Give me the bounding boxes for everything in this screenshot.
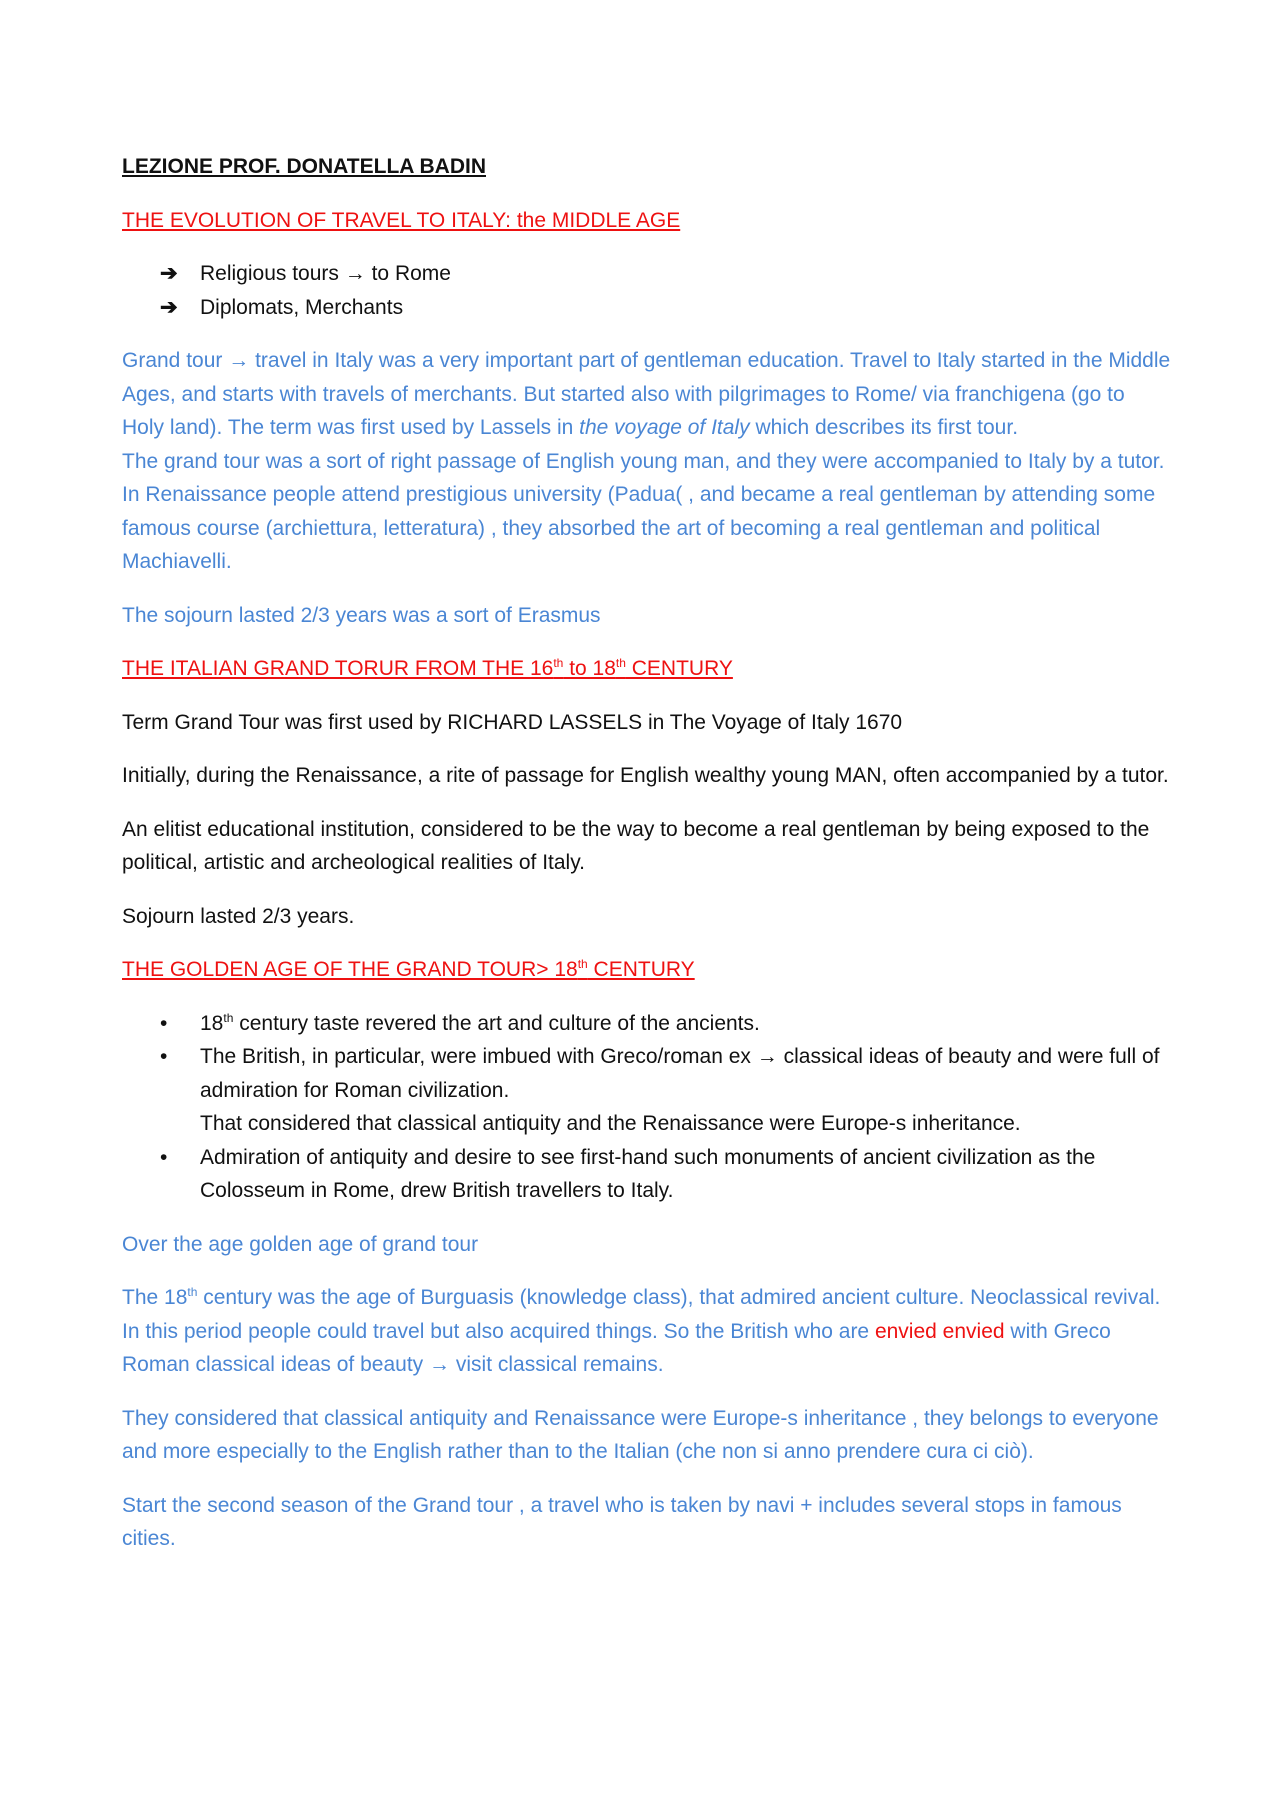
arrow-icon: → [756,1045,778,1068]
arrow-bullet-icon: ➔ [160,262,178,285]
heading-golden-age: THE GOLDEN AGE OF THE GRAND TOUR> 18th CENTURY [122,957,695,981]
document-title: LEZIONE PROF. DONATELLA BADIN [122,155,486,178]
document-page [122,150,1172,1576]
heading-italian-grand-tour: THE ITALIAN GRAND TORUR FROM THE 16th to 18th CENTURY [122,656,733,680]
sojourn-paragraph: The sojourn lasted 2/3 years was a sort of Erasmus [122,603,601,627]
list-item: • The British, in particular, were imbued with Greco/roman ex → classical ideas of beauty and were full of admiration for Roman civilization. That considered that classical antiquity and the Renaissance were Europe-s inheritance. [122,1040,1172,1141]
arrow-icon: → [429,1353,451,1376]
arrow-icon: → [228,349,250,372]
arrow-bullet-icon: ➔ [160,295,178,319]
heading-middle-age: THE EVOLUTION OF TRAVEL TO ITALY: the MIDDLE AGE [122,208,681,232]
list-item: ➔ Diplomats, Merchants [122,291,1172,325]
list-item: ➔ Religious tours → to Rome [122,257,1172,291]
bullet-icon: • [160,1045,168,1068]
golden-age-paragraph: Over the age golden age of grand tour [122,1232,479,1256]
golden-age-list [122,1007,1172,1208]
inheritance-paragraph: They considered that classical antiquity and Renaissance were Europe-s inheritance , they belongs to everyone and more especially to the English rather than to the Italian (che non si anno prendere cura ci ciò). [122,1406,1159,1463]
term-paragraph: Term Grand Tour was first used by RICHARD LASSELS in The Voyage of Italy 1670 [122,710,903,734]
bullet-icon: • [160,1011,168,1035]
list-item: • 18th century taste revered the art and culture of the ancients. [122,1007,1172,1041]
arrow-icon: → [344,262,366,285]
bullet-icon: • [160,1145,168,1169]
elitist-paragraph: An elitist educational institution, considered to be the way to become a real gentleman by being exposed to the political, artistic and archeological realities of Italy. [122,817,1150,874]
grand-tour-paragraph: Grand tour → travel in Italy was a very important part of gentleman education. Travel to Italy started in the Middle Ages, and starts with travels of merchants. But started also with pilgrimages to Rome/ via franchigena (go to Holy land). The term was first used by Lassels in the voyage of Italy which describes its first tour. The grand tour was a sort of right passage of English young man, and they were accompanied to Italy by a tutor. In Renaissance people attend prestigious university (Padua( , and became a real gentleman by attending some famous course (archiettura, letteratura) , they absorbed the art of becoming a real gentleman and political Machiavelli. [122,349,1171,573]
eighteenth-century-paragraph: The 18th century was the age of Burguasis (knowledge class), that admired ancient culture. Neoclassical revival. In this period people could travel but also acquired things. So the British who are envied envied with Greco Roman classical ideas of beauty → visit classical remains. [122,1285,1161,1376]
list-item: • Admiration of antiquity and desire to see first-hand such monuments of ancient civilization as the Colosseum in Rome, drew British travellers to Italy. [122,1141,1172,1208]
sojourn-lasted-paragraph: Sojourn lasted 2/3 years. [122,904,355,928]
second-season-paragraph: Start the second season of the Grand tour , a travel who is taken by navi + includes several stops in famous cities. [122,1493,1122,1550]
renaissance-paragraph: Initially, during the Renaissance, a rite of passage for English wealthy young MAN, often accompanied by a tutor. [122,764,1169,787]
middle-age-list [122,257,1172,324]
